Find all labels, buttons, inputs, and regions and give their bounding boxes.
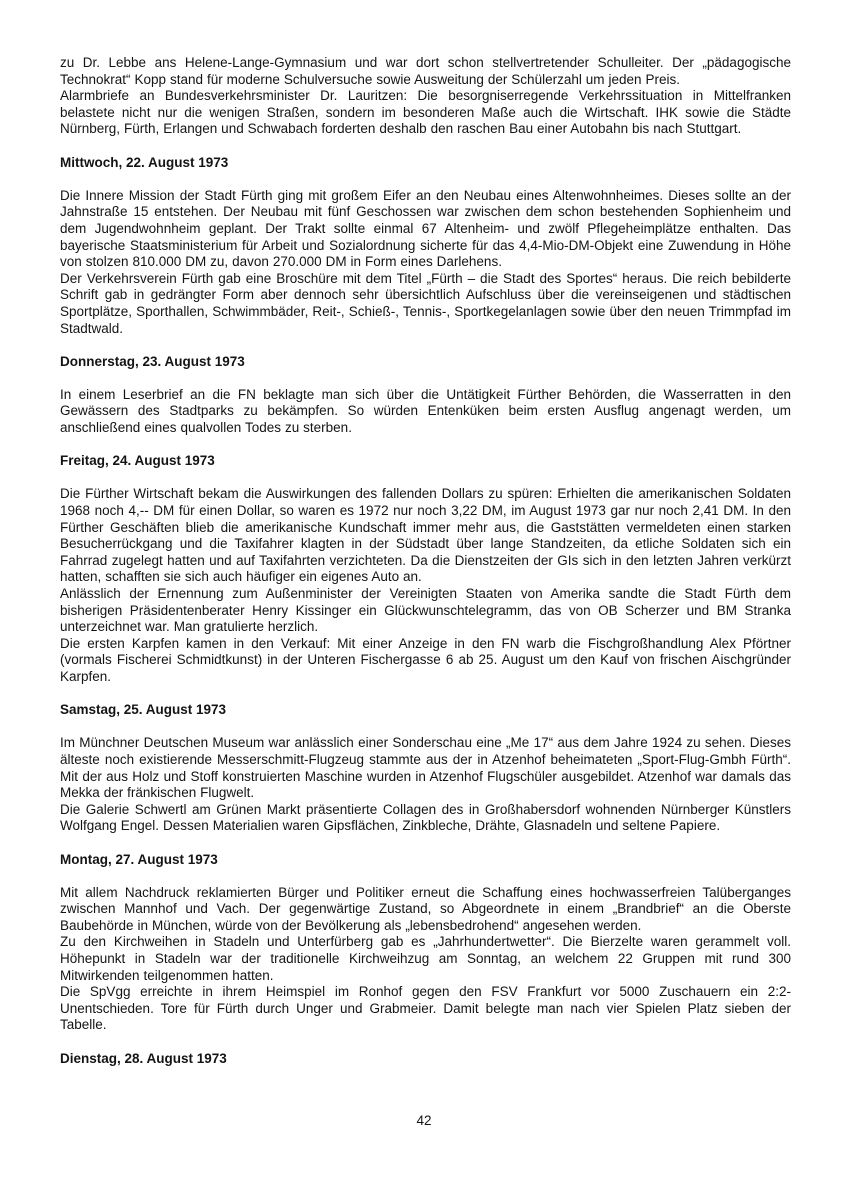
section-dienstag-28-august-1973 <box>60 1051 791 1068</box>
paragraph: Zu den Kirchweihen in Stadeln und Unterfürberg gab es „Jahrhundertwetter“. Die Bierzelte waren gerammelt voll. Höhepunkt in Stadeln war der traditionelle Kirchweihzug am Sonntag, an welchem 22 Gruppen mit rund 300 Mitwirkenden teilgenommen hatten. <box>60 934 791 983</box>
date-heading: Samstag, 25. August 1973 <box>60 702 227 718</box>
paragraph: Die Fürther Wirtschaft bekam die Auswirkungen des fallenden Dollars zu spüren: Erhielten die amerikanischen Soldaten 1968 noch 4,-- DM für einen Dollar, so waren es 1972 nur noch 3,22 DM, im August 1973 gar nur noch 2,41 DM. In den Fürther Geschäften blieb die amerikanische Kundschaft immer mehr aus, die Gaststätten vermeldeten einen starken Besucherrückgang und die Taxifahrer klagten in der Südstadt über lange Standzeiten, da etliche Soldaten sich ein Fahrrad zugelegt hatten und auf Taxifahrten verzichteten. Da die Dienstzeiten der GIs sich in den letzten Jahren verkürzt hatten, schafften sie sich auch häufiger ein eigenes Auto an. <box>60 486 791 585</box>
paragraph: In einem Leserbrief an die FN beklagte man sich über die Untätigkeit Fürther Behörden, die Wasserratten in den Gewässern des Stadtparks zu bekämpfen. So würden Entenküken beim ersten Ausflug angenagt werden, um anschließend eines qualvollen Todes zu sterben. <box>60 386 791 436</box>
document-body <box>60 55 791 1067</box>
paragraph: Mit allem Nachdruck reklamierten Bürger und Politiker erneut die Schaffung eines hochwasserfreien Talüberganges zwischen Mannhof und Vach. Der gegenwärtige Zustand, so Abgeordnete in einem „Brandbrief“ an die Oberste Baubehörde in München, würde von der Bevölkerung als „lebensbedrohend“ angesehen werden. <box>60 884 791 933</box>
paragraph: Die ersten Karpfen kamen in den Verkauf: Mit einer Anzeige in den FN warb die Fischgroßhandlung Alex Pförtner (vormals Fischerei Schmidtkunst) in der Unteren Fischergasse 6 ab 25. August um den Kauf von frischen Aischgründer Karpfen. <box>60 635 791 684</box>
date-heading: Donnerstag, 23. August 1973 <box>60 353 245 369</box>
paragraph: Die Galerie Schwertl am Grünen Markt präsentierte Collagen des in Großhabersdorf wohnenden Nürnberger Künstlers Wolfgang Engel. Dessen Materialien waren Gipsflächen, Zinkbleche, Drähte, Glasnadeln und seltene Papiere. <box>60 801 791 834</box>
section-freitag-24-august-1973 <box>60 453 791 685</box>
date-heading: Freitag, 24. August 1973 <box>60 453 215 469</box>
section-mittwoch-22-august-1973 <box>60 155 791 338</box>
paragraph: Anlässlich der Ernennung zum Außenminister der Vereinigten Staaten von Amerika sandte die Stadt Fürth dem bisherigen Präsidentenberater Henry Kissinger ein Glückwunschtelegramm, das von OB Scherzer und BM Stranka unterzeichnet war. Man gratulierte herzlich. <box>60 586 791 635</box>
paragraph: Im Münchner Deutschen Museum war anlässlich einer Sonderschau eine „Me 17“ aus dem Jahre 1924 zu sehen. Dieses älteste noch existierende Messerschmitt-Flugzeug stammte aus der in Atzenhof beheimateten „Sport-Flug-Gmbh Fürth“. Mit der aus Holz und Stoff konstruierten Maschine wurden in Atzenhof Flugschüler ausgebildet. Atzenhof war damals das Mekka der fränkischen Flugwelt. <box>60 735 791 801</box>
date-heading: Dienstag, 28. August 1973 <box>60 1050 227 1066</box>
date-heading: Mittwoch, 22. August 1973 <box>60 154 229 170</box>
paragraph: Alarmbriefe an Bundesverkehrsminister Dr. Lauritzen: Die besorgniserregende Verkehrssituation in Mittelfranken belastete nicht nur die wenigen Straßen, sondern im besonderen Maße auch die Wirtschaft. IHK sowie die Städte Nürnberg, Fürth, Erlangen und Schwabach forderten deshalb den raschen Bau einer Autobahn bis nach Stuttgart. <box>60 88 791 137</box>
section-intro-continuation <box>60 55 791 138</box>
paragraph: Der Verkehrsverein Fürth gab eine Broschüre mit dem Titel „Fürth – die Stadt des Sportes“ heraus. Die reich bebilderte Schrift gab in gedrängter Form aber dennoch sehr übersichtlich Aufschluss über die vereinseigenen und städtischen Sportplätze, Sporthallen, Schwimmbäder, Reit-, Schieß-, Tennis-, Sportkegelanlagen sowie über den neuen Trimmpfad im Stadtwald. <box>60 270 791 336</box>
section-montag-27-august-1973 <box>60 852 791 1035</box>
page-number: 42 <box>416 1113 432 1129</box>
date-heading: Montag, 27. August 1973 <box>60 851 218 867</box>
section-donnerstag-23-august-1973 <box>60 354 791 437</box>
paragraph: zu Dr. Lebbe ans Helene-Lange-Gymnasium und war dort schon stellvertretender Schulleiter. Der „pädagogische Technokrat“ Kopp stand für moderne Schulversuche sowie Ausweitung der Schülerzahl um jeden Preis. <box>60 55 791 87</box>
paragraph: Die Innere Mission der Stadt Fürth ging mit großem Eifer an den Neubau eines Altenwohnheimes. Dieses sollte an der Jahnstraße 15 entstehen. Der Neubau mit fünf Geschossen war zwischen dem schon bestehenden Sophienheim und dem Jugendwohnheim geplant. Der Trakt sollte einmal 67 Altenheim- und zwölf Pflegeheimplätze enthalten. Das bayerische Staatsministerium für Arbeit und Sozialordnung sicherte für das 4,4-Mio-DM-Objekt eine Zuwendung in Höhe von stolzen 810.000 DM zu, davon 270.000 DM in Form eines Darlehens. <box>60 187 791 270</box>
paragraph: Die SpVgg erreichte in ihrem Heimspiel im Ronhof gegen den FSV Frankfurt vor 5000 Zuschauern ein 2:2-Unentschieden. Tore für Fürth durch Unger und Grabmeier. Damit belegte man nach vier Spielen Platz sieben der Tabelle. <box>60 984 791 1033</box>
section-samstag-25-august-1973 <box>60 702 791 835</box>
